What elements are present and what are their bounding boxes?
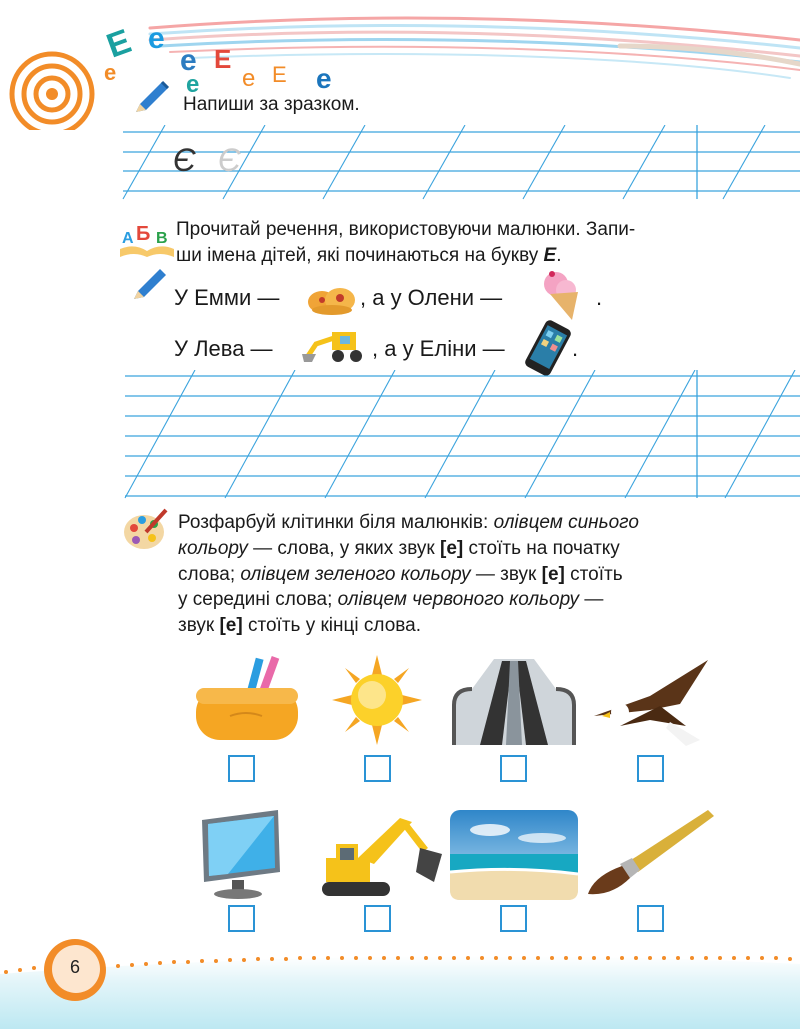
svg-text:е: е [316, 63, 332, 94]
excavator-icon [316, 808, 444, 902]
task3-line4: у середині слова; олівцем червоного кольору — [178, 589, 604, 611]
pencil-icon-2 [128, 265, 168, 305]
task3-line1: Розфарбуй клітинки біля малюнків: олівцем синього [178, 512, 639, 533]
sample-letter: Є [173, 142, 196, 178]
svg-text:Е: Е [214, 44, 232, 74]
svg-text:е: е [180, 44, 197, 77]
pencil-case-icon [190, 654, 302, 746]
svg-text:е: е [242, 65, 256, 92]
sentence-1b: , а у Олени — [360, 285, 503, 310]
svg-text:Б: Б [136, 223, 151, 245]
sentence-2c: . [572, 336, 579, 361]
answer-checkbox-escalator[interactable] [500, 755, 527, 782]
monitor-icon [198, 808, 290, 900]
smartphone-icon [520, 320, 579, 376]
writing-lines[interactable] [115, 125, 800, 205]
header-decoration [0, 0, 800, 130]
task3-line3: слова; олівцем зеленого кольору — звук [е] стоїть [178, 563, 623, 585]
instruction-text: Напиши за зразком. [183, 94, 360, 115]
page-number: 6 [69, 957, 80, 977]
svg-text:Е: Е [101, 22, 137, 66]
answer-checkbox-monitor[interactable] [228, 905, 255, 932]
abv-book-icon [116, 219, 178, 259]
cookies-icon [304, 278, 360, 318]
task2-line1: Прочитай речення, використовуючи малюнки. Запи- [176, 219, 636, 240]
sea-icon [450, 810, 578, 900]
answer-checkbox-pencil-case[interactable] [228, 755, 255, 782]
svg-text:е: е [104, 60, 117, 85]
footer-band [0, 950, 800, 1029]
task3-line5: звук [е] стоїть у кінці слова. [178, 615, 421, 637]
eagle-icon [590, 656, 712, 748]
answer-checkbox-sun[interactable] [364, 755, 391, 782]
trace-letter: Є [218, 142, 241, 178]
svg-text:А: А [122, 230, 134, 247]
sentence-2a: У Лева — [174, 336, 273, 361]
toy-excavator-icon [302, 326, 372, 364]
writing-lines-2[interactable] [115, 370, 800, 502]
svg-text:е: е [186, 71, 200, 98]
answer-checkbox-paintbrush[interactable] [637, 905, 664, 932]
letter-e: Е [543, 244, 557, 266]
escalator-icon [450, 655, 578, 747]
answer-checkbox-sea[interactable] [500, 905, 527, 932]
ice-cream-icon [538, 268, 584, 324]
sentence-1a: У Емми — [174, 285, 280, 310]
task2-line2: ши імена дітей, які починаються на букву Е. [176, 244, 562, 266]
sentence-2b: , а у Еліни — [372, 336, 505, 361]
pencil-icon [130, 78, 170, 118]
answer-checkbox-eagle[interactable] [637, 755, 664, 782]
task3-line2: кольору — слова, у яких звук [е] стоїть на початку [178, 537, 620, 559]
page-number-badge [44, 939, 106, 1001]
answer-checkbox-excavator[interactable] [364, 905, 391, 932]
paintbrush-icon [584, 806, 716, 898]
sentence-1c: . [596, 285, 603, 310]
palette-icon [122, 506, 168, 552]
sun-icon [332, 655, 422, 745]
svg-text:е: е [148, 22, 165, 55]
svg-text:Е: Е [272, 62, 287, 87]
svg-text:В: В [156, 230, 168, 247]
